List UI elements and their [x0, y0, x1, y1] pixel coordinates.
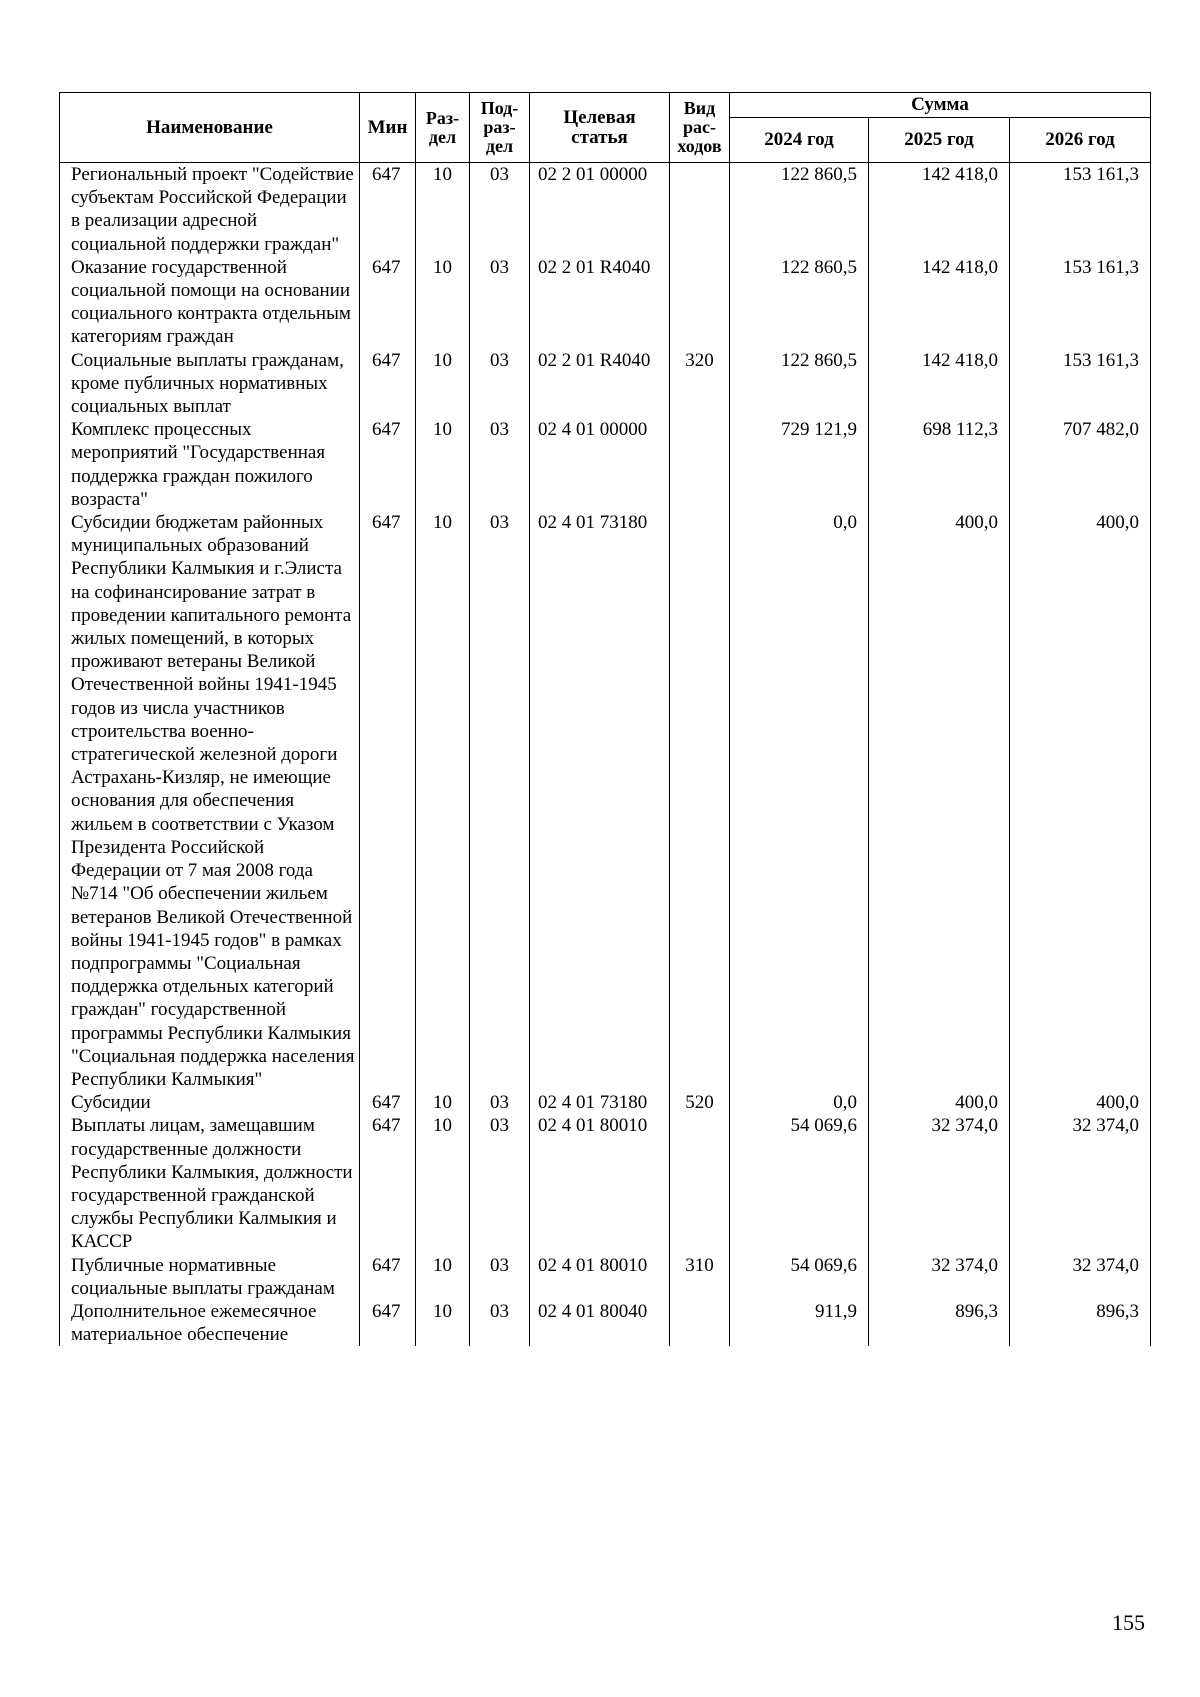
row-podrazdel: 03: [470, 256, 530, 349]
row-name: Публичные нормативные социальные выплаты гражданам: [60, 1254, 360, 1300]
col-header-podrazdel: Под- раз- дел: [470, 93, 530, 163]
row-target: 02 4 01 80010: [530, 1254, 670, 1300]
row-razdel: 10: [416, 256, 470, 349]
row-sum-2024: 0,0: [730, 511, 869, 1091]
row-min: 647: [360, 1300, 416, 1346]
row-min: 647: [360, 163, 416, 256]
row-sum-2024: 122 860,5: [730, 163, 869, 256]
row-sum-2025: 142 418,0: [869, 256, 1010, 349]
row-min: 647: [360, 1114, 416, 1253]
row-sum-2026: 153 161,3: [1010, 349, 1151, 419]
row-vid: 320: [670, 349, 730, 419]
row-target: 02 4 01 80010: [530, 1114, 670, 1253]
row-vid: 310: [670, 1254, 730, 1300]
row-name: Региональный проект "Содействие субъектам Российской Федерации в реализации адресной социальной поддержки граждан": [60, 163, 360, 256]
row-min: 647: [360, 1254, 416, 1300]
row-sum-2026: 400,0: [1010, 511, 1151, 1091]
table-row: [60, 256, 1151, 349]
col-header-vid: Вид рас- ходов: [670, 93, 730, 163]
row-sum-2026: 896,3: [1010, 1300, 1151, 1346]
row-podrazdel: 03: [470, 418, 530, 511]
row-razdel: 10: [416, 1091, 470, 1114]
row-sum-2024: 54 069,6: [730, 1254, 869, 1300]
table-row: [60, 1300, 1151, 1346]
row-sum-2025: 142 418,0: [869, 163, 1010, 256]
budget-table: [59, 92, 1151, 1346]
row-sum-2025: 400,0: [869, 511, 1010, 1091]
row-sum-2025: 698 112,3: [869, 418, 1010, 511]
row-target: 02 2 01 R4040: [530, 256, 670, 349]
row-sum-2025: 142 418,0: [869, 349, 1010, 419]
row-sum-2025: 32 374,0: [869, 1254, 1010, 1300]
row-razdel: 10: [416, 163, 470, 256]
row-sum-2026: 32 374,0: [1010, 1254, 1151, 1300]
row-sum-2025: 400,0: [869, 1091, 1010, 1114]
header-row: [60, 93, 1151, 118]
table-row: [60, 418, 1151, 511]
row-target: 02 4 01 80040: [530, 1300, 670, 1346]
row-sum-2024: 122 860,5: [730, 256, 869, 349]
row-target: 02 4 01 00000: [530, 418, 670, 511]
row-vid: [670, 1300, 730, 1346]
row-name: Оказание государственной социальной помощи на основании социального контракта отдельным категориям граждан: [60, 256, 360, 349]
row-name: Субсидии бюджетам районных муниципальных образований Республики Калмыкия и г.Элиста на софинансирование затрат в проведении капитального ремонта жилых помещений, в которых проживают ветераны Великой Отечественной войны 1941-1945 годов из числа участников строительства военно-стратегической железной дороги Астрахань-Кизляр, не имеющие основания для обеспечения жильем в соответствии с Указом Президента Российской Федерации от 7 мая 2008 года №714 "Об обеспечении жильем ветеранов Великой Отечественной войны 1941-1945 годов" в рамках подпрограммы "Социальная поддержка отдельных категорий граждан" государственной программы Республики Калмыкия "Социальная поддержка населения Республики Калмыкия": [60, 511, 360, 1091]
table-row: [60, 511, 1151, 1091]
col-header-razdel: Раз- дел: [416, 93, 470, 163]
row-podrazdel: 03: [470, 1300, 530, 1346]
row-name: Выплаты лицам, замещавшим государственные должности Республики Калмыкия, должности государственной гражданской службы Республики Калмыкия и КАССР: [60, 1114, 360, 1253]
row-vid: 520: [670, 1091, 730, 1114]
row-sum-2026: 707 482,0: [1010, 418, 1151, 511]
row-target: 02 2 01 00000: [530, 163, 670, 256]
row-min: 647: [360, 418, 416, 511]
row-podrazdel: 03: [470, 1254, 530, 1300]
col-header-target: Целевая статья: [530, 93, 670, 163]
col-header-min: Мин: [360, 93, 416, 163]
row-razdel: 10: [416, 1114, 470, 1253]
row-sum-2025: 32 374,0: [869, 1114, 1010, 1253]
table-row: [60, 349, 1151, 419]
row-podrazdel: 03: [470, 349, 530, 419]
row-name: Субсидии: [60, 1091, 360, 1114]
table-row: [60, 163, 1151, 256]
row-podrazdel: 03: [470, 511, 530, 1091]
col-header-name: Наименование: [60, 93, 360, 163]
row-razdel: 10: [416, 418, 470, 511]
row-sum-2026: 400,0: [1010, 1091, 1151, 1114]
row-target: 02 4 01 73180: [530, 1091, 670, 1114]
row-vid: [670, 1114, 730, 1253]
row-name: Социальные выплаты гражданам, кроме публичных нормативных социальных выплат: [60, 349, 360, 419]
row-vid: [670, 163, 730, 256]
table-row: [60, 1254, 1151, 1300]
table-row: [60, 1114, 1151, 1253]
row-name: Комплекс процессных мероприятий "Государственная поддержка граждан пожилого возраста": [60, 418, 360, 511]
row-sum-2026: 153 161,3: [1010, 163, 1151, 256]
row-min: 647: [360, 349, 416, 419]
row-sum-2024: 122 860,5: [730, 349, 869, 419]
col-header-2025: 2025 год: [869, 118, 1010, 163]
row-min: 647: [360, 256, 416, 349]
row-vid: [670, 256, 730, 349]
row-razdel: 10: [416, 1300, 470, 1346]
row-target: 02 4 01 73180: [530, 511, 670, 1091]
row-sum-2026: 32 374,0: [1010, 1114, 1151, 1253]
row-sum-2024: 911,9: [730, 1300, 869, 1346]
row-min: 647: [360, 1091, 416, 1114]
row-sum-2024: 729 121,9: [730, 418, 869, 511]
row-razdel: 10: [416, 349, 470, 419]
table-row: [60, 1091, 1151, 1114]
row-razdel: 10: [416, 1254, 470, 1300]
row-sum-2026: 153 161,3: [1010, 256, 1151, 349]
row-name: Дополнительное ежемесячное материальное обеспечение: [60, 1300, 360, 1346]
row-sum-2025: 896,3: [869, 1300, 1010, 1346]
row-sum-2024: 0,0: [730, 1091, 869, 1114]
row-min: 647: [360, 511, 416, 1091]
page-number: 155: [1112, 1610, 1145, 1635]
row-vid: [670, 511, 730, 1091]
row-podrazdel: 03: [470, 163, 530, 256]
row-vid: [670, 418, 730, 511]
row-podrazdel: 03: [470, 1091, 530, 1114]
table-body: [60, 163, 1151, 1347]
row-sum-2024: 54 069,6: [730, 1114, 869, 1253]
col-header-2024: 2024 год: [730, 118, 869, 163]
row-podrazdel: 03: [470, 1114, 530, 1253]
row-razdel: 10: [416, 511, 470, 1091]
row-target: 02 2 01 R4040: [530, 349, 670, 419]
col-header-sum: Сумма: [730, 93, 1151, 118]
col-header-2026: 2026 год: [1010, 118, 1151, 163]
